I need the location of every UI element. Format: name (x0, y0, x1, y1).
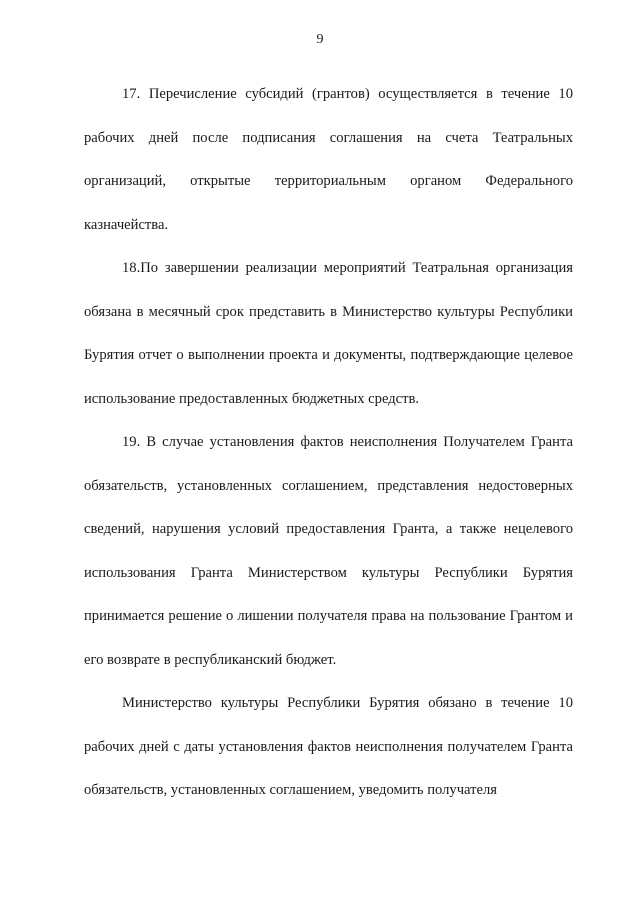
paragraph-18: 18.По завершении реализации мероприятий Театральная организация обязана в месячный срок представить в Министерство культуры Республики Бурятия отчет о выполнении проекта и документы, подтверждающие целевое использование предоставленных бюджетных средств. (84, 260, 573, 407)
paragraph-19: 19. В случае установления фактов неисполнения Получателем Гранта обязательств, установленных соглашением, представления недостоверных сведений, нарушения условий предоставления Гранта, а также нецелевого использования Гранта Министерством культуры Республики Бурятия принимается решение о лишении получателя права на пользование Грантом и его возврате в республиканский бюджет. (84, 434, 573, 668)
page-number: 9 (316, 32, 324, 47)
paragraph-17: 17. Перечисление субсидий (грантов) осуществляется в течение 10 рабочих дней после подписания соглашения на счета Театральных организаций, открытые территориальным органом Федерального казначейства. (84, 86, 573, 233)
document-body (84, 73, 573, 813)
paragraph-ministry-notice: Министерство культуры Республики Бурятия обязано в течение 10 рабочих дней с даты установления фактов неисполнения получателем Гранта обязательств, установленных соглашением, уведомить получателя (84, 695, 573, 798)
